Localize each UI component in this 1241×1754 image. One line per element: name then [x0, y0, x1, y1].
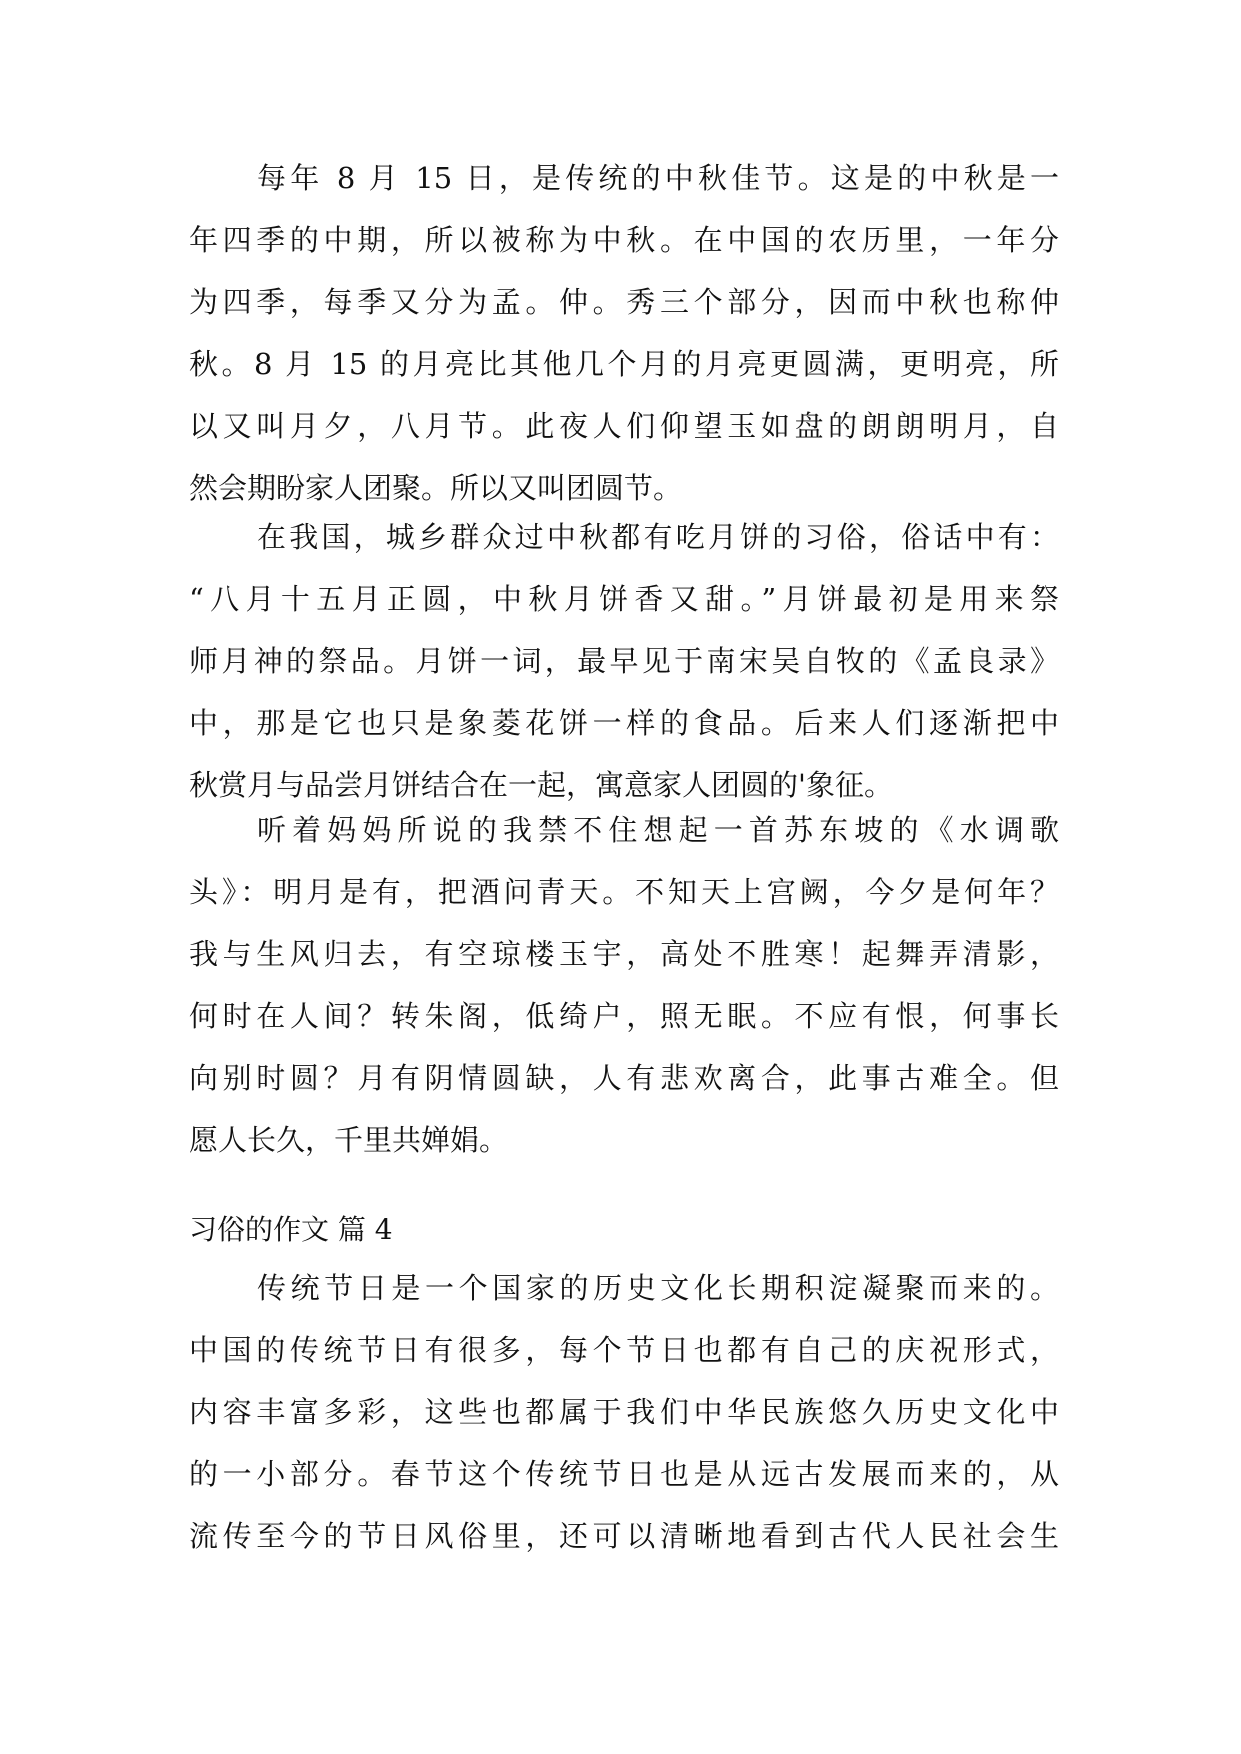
paragraph-line: 然会期盼家人团聚。所以又叫团圆节。: [189, 471, 683, 505]
paragraph-line: 师月神的祭品。月饼一词，最早见于南宋吴自牧的《孟良录》: [189, 644, 1059, 678]
paragraph-line: 愿人长久，千里共婵娟。: [189, 1123, 509, 1157]
paragraph-line: 的一小部分。春节这个传统节日也是从远古发展而来的，从: [189, 1457, 1059, 1491]
paragraph-line: 每年 8 月 15 日，是传统的中秋佳节。这是的中秋是一: [257, 161, 1059, 195]
paragraph-mid-autumn-intro: [189, 147, 1059, 519]
paragraph-line: 传统节日是一个国家的历史文化长期积淀凝聚而来的。: [257, 1271, 1059, 1305]
paragraph-line: 中，那是它也只是象菱花饼一样的食品。后来人们逐渐把中: [189, 706, 1059, 740]
paragraph-line: 向别时圆？月有阴情圆缺，人有悲欢离合，此事古难全。但: [189, 1061, 1059, 1095]
paragraph-mooncake-custom: [189, 506, 1059, 816]
section-heading: 习俗的作文 篇 4: [189, 1213, 393, 1246]
paragraph-line: 以又叫月夕，八月节。此夜人们仰望玉如盘的朗朗明月，自: [189, 409, 1059, 443]
paragraph-line: 内容丰富多彩，这些也都属于我们中华民族悠久历史文化中: [189, 1395, 1059, 1429]
paragraph-line: 头》：明月是有，把酒问青天。不知天上宫阙，今夕是何年？: [189, 875, 1059, 909]
paragraph-line: 秋赏月与品尝月饼结合在一起，寓意家人团圆的'象征。: [189, 768, 893, 802]
paragraph-line: “八月十五月正圆，中秋月饼香又甜。”月饼最初是用来祭: [189, 582, 1059, 616]
paragraph-line: 我与生风归去，有空琼楼玉宇，高处不胜寒！起舞弄清影，: [189, 937, 1059, 971]
paragraph-poem: [189, 799, 1059, 1171]
paragraph-traditional-festivals: [189, 1257, 1059, 1567]
paragraph-line: 秋。8 月 15 的月亮比其他几个月的月亮更圆满，更明亮，所: [189, 347, 1059, 381]
paragraph-line: 何时在人间？转朱阁，低绮户，照无眠。不应有恨，何事长: [189, 999, 1059, 1033]
paragraph-line: 年四季的中期，所以被称为中秋。在中国的农历里，一年分: [189, 223, 1059, 257]
paragraph-line: 中国的传统节日有很多，每个节日也都有自己的庆祝形式，: [189, 1333, 1059, 1367]
paragraph-line: 流传至今的节日风俗里，还可以清晰地看到古代人民社会生: [189, 1519, 1059, 1553]
paragraph-line: 听着妈妈所说的我禁不住想起一首苏东坡的《水调歌: [257, 813, 1059, 847]
paragraph-line: 为四季，每季又分为孟。仲。秀三个部分，因而中秋也称仲: [189, 285, 1059, 319]
paragraph-line: 在我国，城乡群众过中秋都有吃月饼的习俗，俗话中有：: [257, 520, 1059, 554]
